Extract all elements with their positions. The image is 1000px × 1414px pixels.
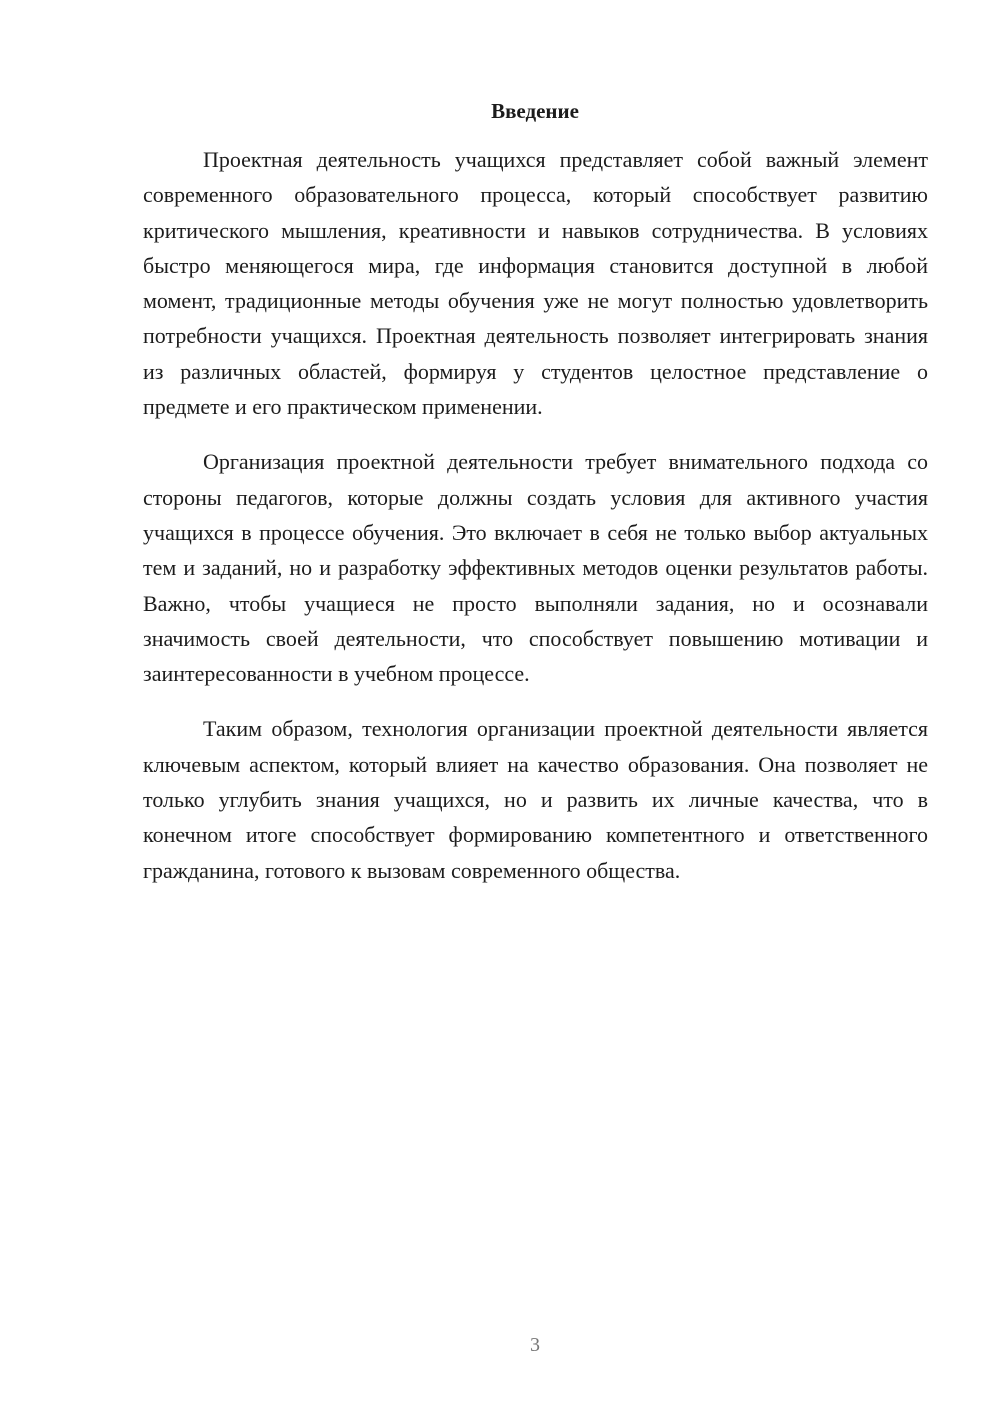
paragraph-2: Организация проектной деятельности требует внимательного подхода со стороны педагогов, которые должны создать условия для активного участия учащихся в процессе обучения. Это включает в себя не только выбор актуальных тем и заданий, но и разработку эффективных методов оценки результатов работы. Важно, чтобы учащиеся не просто выполняли задания, но и осознавали значимость своей деятельности, что способствует повышению мотивации и заинтересованности в учебном процессе. (143, 449, 928, 687)
page-number: 3 (530, 1334, 540, 1356)
section-heading: Введение (491, 99, 579, 123)
paragraph-3: Таким образом, технология организации проектной деятельности является ключевым аспектом, который влияет на качество образования. Она позволяет не только углубить знания учащихся, но и развить их личные качества, что в конечном итоге способствует формированию компетентного и ответственного гражданина, готового к вызовам современного общества. (143, 716, 928, 883)
body-text (143, 142, 928, 908)
paragraph-1: Проектная деятельность учащихся представляет собой важный элемент современного образовательного процесса, который способствует развитию критического мышления, креативности и навыков сотрудничества. В условиях быстро меняющегося мира, где информация становится доступной в любой момент, традиционные методы обучения уже не могут полностью удовлетворить потребности учащихся. Проектная деятельность позволяет интегрировать знания из различных областей, формируя у студентов целостное представление о предмете и его практическом применении. (143, 147, 928, 420)
